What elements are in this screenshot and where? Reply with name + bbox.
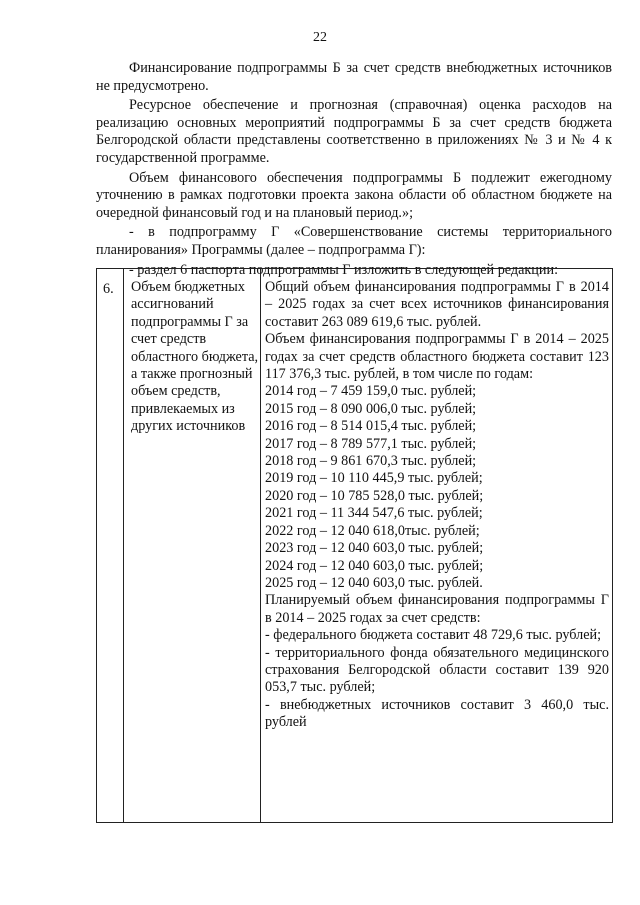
funding-content bbox=[265, 279, 609, 732]
paragraph-2: Ресурсное обеспечение и прогнозная (справочная) оценка расходов на реализацию основных мероприятий подпрограммы Б за счет средств бюджета Белгородской области представлены соответственно в приложениях № 3 и № 4 к государственной программе. bbox=[96, 97, 612, 166]
federal-budget-text: - федерального бюджета составит 48 729,6 тыс. рублей; bbox=[265, 627, 602, 644]
oms-fund-text: - территориального фонда обязательного медицинского страхования Белгородской области составит 139 920 053,7 тыс. рублей; bbox=[265, 644, 609, 696]
paragraph-3: Объем финансового обеспечения подпрограммы Б подлежит ежегодному уточнению в рамках подготовки проекта закона области об областном бюджете на очередной финансовый год и на плановый период.»; bbox=[96, 169, 612, 221]
document-body bbox=[96, 60, 612, 281]
passport-table bbox=[96, 268, 613, 823]
year-2020: 2020 год – 10 785 528,0 тыс. рублей; bbox=[265, 487, 484, 504]
planned-funding-intro: Планируемый объем финансирования подпрограммы Г в 2014 – 2025 годах за счет средств: bbox=[265, 592, 609, 626]
row-title: Объем бюджетных ассигнований подпрограммы Г за счет средств областного бюджета, а также прогнозный объем средств, привлекаемых из других источников bbox=[131, 279, 259, 435]
year-2022: 2022 год – 12 040 618,0тыс. рублей; bbox=[265, 522, 480, 539]
year-2019: 2019 год – 10 110 445,9 тыс. рублей; bbox=[265, 470, 483, 487]
year-2014: 2014 год – 7 459 159,0 тыс. рублей; bbox=[265, 383, 477, 400]
year-2023: 2023 год – 12 040 603,0 тыс. рублей; bbox=[265, 540, 484, 557]
year-2024: 2024 год – 12 040 603,0 тыс. рублей; bbox=[265, 557, 484, 574]
paragraph-1: Финансирование подпрограммы Б за счет средств внебюджетных источников не предусмотрено. bbox=[96, 60, 612, 94]
page-number: 22 bbox=[313, 30, 327, 45]
year-2025: 2025 год – 12 040 603,0 тыс. рублей. bbox=[265, 574, 483, 591]
extrabudget-text: - внебюджетных источников составит 3 460,0 тыс. рублей bbox=[265, 696, 609, 731]
table-divider-2 bbox=[260, 269, 261, 822]
paragraph-5: - раздел 6 паспорта подпрограммы Г изложить в следующей редакции: bbox=[129, 261, 559, 278]
row-number: 6. bbox=[103, 281, 114, 297]
year-2017: 2017 год – 8 789 577,1 тыс. рублей; bbox=[265, 435, 477, 452]
paragraph-4: - в подпрограмму Г «Совершенствование системы территориального планирования» Программы (далее – подпрограмма Г): bbox=[96, 224, 612, 258]
total-funding-text: Общий объем финансирования подпрограммы Г в 2014 – 2025 годах за счет всех источников финансирования составит 263 089 619,6 тыс. рублей. bbox=[265, 279, 609, 330]
regional-funding-text: Объем финансирования подпрограммы Г в 2014 – 2025 годах за счет средств областного бюджета составит 123 117 376,3 тыс. рублей, в том числе по годам: bbox=[265, 331, 609, 383]
year-2016: 2016 год – 8 514 015,4 тыс. рублей; bbox=[265, 418, 477, 435]
table-divider-1 bbox=[123, 269, 124, 822]
year-2015: 2015 год – 8 090 006,0 тыс. рублей; bbox=[265, 400, 477, 417]
year-2021: 2021 год – 11 344 547,6 тыс. рублей; bbox=[265, 505, 483, 522]
year-2018: 2018 год – 9 861 670,3 тыс. рублей; bbox=[265, 453, 477, 470]
